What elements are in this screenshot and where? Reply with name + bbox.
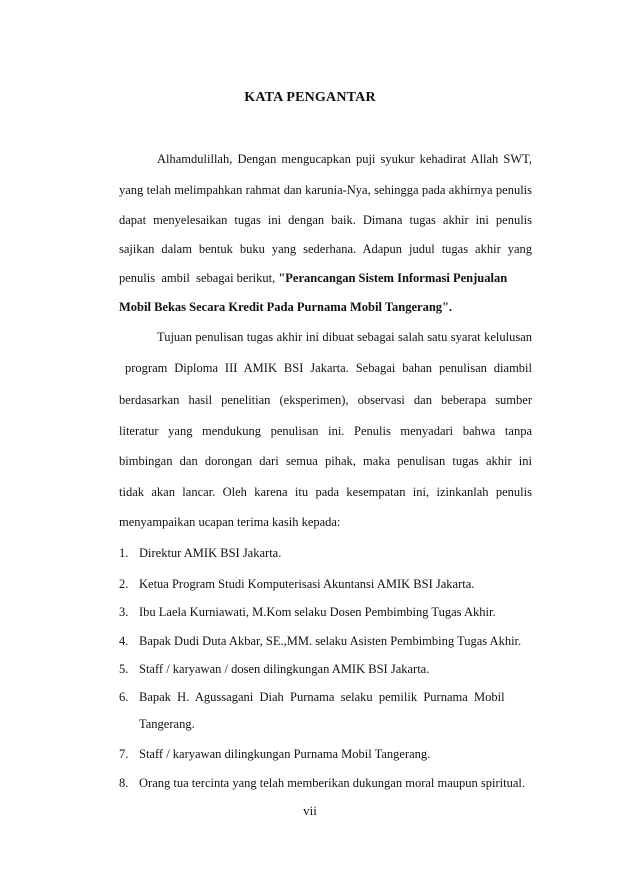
page-title: KATA PENGANTAR <box>244 90 376 105</box>
para2-line-5: bimbingan dan dorongan dari semua pihak, maka penulisan tugas akhir ini <box>119 454 532 468</box>
para2-line-3: berdasarkan hasil penelitian (eksperimen), observasi dan beberapa sumber <box>119 393 532 407</box>
list-item: 3. Ibu Laela Kurniawati, M.Kom selaku Dosen Pembimbing Tugas Akhir. <box>119 605 496 619</box>
list-item: 6. Bapak H. Agussagani Diah Purnama selaku pemilik Purnama Mobil <box>119 690 505 704</box>
para2-line-6: tidak akan lancar. Oleh karena itu pada kesempatan ini, izinkanlah penulis <box>119 485 532 499</box>
para1-line-2: yang telah melimpahkan rahmat dan karunia-Nya, sehingga pada akhirnya penulis <box>119 183 532 197</box>
list-item-continuation: Tangerang. <box>139 717 195 731</box>
para2-line-2: program Diploma III AMIK BSI Jakarta. Sebagai bahan penulisan diambil <box>125 361 532 375</box>
para2-line-1: Tujuan penulisan tugas akhir ini dibuat sebagai salah satu syarat kelulusan <box>157 330 532 344</box>
list-item: 1. Direktur AMIK BSI Jakarta. <box>119 546 282 560</box>
para1-line-1: Alhamdulillah, Dengan mengucapkan puji syukur kehadirat Allah SWT, <box>157 152 532 166</box>
para1-line-6 <box>119 299 532 315</box>
para2-line-7: menyampaikan ucapan terima kasih kepada: <box>119 515 341 529</box>
para1-line-5: penulis ambil sebagai berikut, "Perancangan Sistem Informasi Penjualan <box>119 271 508 285</box>
list-item: 7. Staff / karyawan dilingkungan Purnama Mobil Tangerang. <box>119 747 431 761</box>
page-number: vii <box>303 803 317 818</box>
para1-line-4: sajikan dalam bentuk buku yang sederhana. Adapun judul tugas akhir yang <box>119 242 532 256</box>
para2-line-4: literatur yang mendukung penulisan ini. Penulis menyadari bahwa tanpa <box>119 424 532 438</box>
para1-line-3: dapat menyelesaikan tugas ini dengan baik. Dimana tugas akhir ini penulis <box>119 213 532 227</box>
list-item: 4. Bapak Dudi Duta Akbar, SE.,MM. selaku Asisten Pembimbing Tugas Akhir. <box>119 634 522 648</box>
list-item: 5. Staff / karyawan / dosen dilingkungan AMIK BSI Jakarta. <box>119 662 430 676</box>
list-item: 2. Ketua Program Studi Komputerisasi Akuntansi AMIK BSI Jakarta. <box>119 577 475 591</box>
thesis-title-part-2: Mobil Bekas Secara Kredit Pada Purnama Mobil Tangerang". <box>119 300 453 314</box>
thesis-title-part-1: "Perancangan Sistem Informasi Penjualan <box>278 271 508 285</box>
list-item: 8. Orang tua tercinta yang telah memberikan dukungan moral maupun spiritual. <box>119 776 525 790</box>
